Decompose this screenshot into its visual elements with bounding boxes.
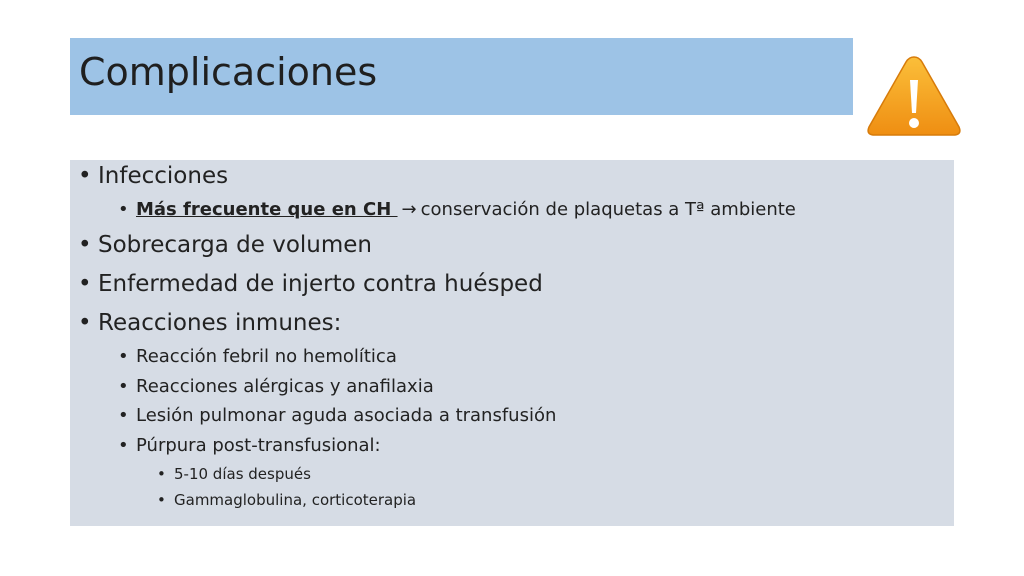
list-item [78, 271, 543, 297]
warning-triangle-icon [853, 35, 975, 143]
list-item [78, 310, 342, 336]
list-item-text: conservación de plaquetas a Tª ambiente [420, 199, 796, 220]
list-item [157, 491, 417, 509]
list-item-text: Infecciones [98, 163, 229, 189]
list-item-text: Gammaglobulina, corticoterapia [174, 491, 417, 509]
title-bar [70, 38, 853, 115]
list-item-strong-text: Más frecuente que en CH [136, 199, 398, 220]
list-item [118, 376, 434, 397]
list-item [157, 465, 311, 483]
list-item-text: Reacción febril no hemolítica [136, 346, 397, 367]
list-item-text: Púrpura post-transfusional: [136, 435, 381, 456]
bullet-icon: • [118, 435, 129, 456]
bullet-icon: • [118, 346, 129, 367]
list-item-text: Lesión pulmonar aguda asociada a transfusión [136, 405, 557, 426]
list-item [78, 232, 373, 258]
list-item-text: 5-10 días después [174, 465, 311, 483]
bullet-icon: • [157, 491, 166, 509]
list-item-text: Reacciones alérgicas y anafilaxia [136, 376, 434, 397]
list-item-text: Enfermedad de injerto contra huésped [98, 271, 543, 297]
bullet-icon: • [78, 271, 92, 297]
bullet-icon: • [118, 376, 129, 397]
list-item-text: Reacciones inmunes: [98, 310, 342, 336]
bullet-icon: • [118, 199, 129, 220]
list-item-text: Sobrecarga de volumen [98, 232, 373, 258]
list-item [78, 163, 229, 189]
slide-title: Complicaciones [79, 50, 378, 94]
list-item [118, 199, 796, 220]
content-box [70, 160, 954, 526]
arrow-right-icon: → [401, 199, 417, 220]
bullet-icon: • [78, 310, 92, 336]
list-item [118, 346, 397, 367]
bullet-icon: • [78, 163, 92, 189]
bullet-icon: • [157, 465, 166, 483]
list-item [118, 405, 557, 426]
bullet-icon: • [118, 405, 129, 426]
bullet-icon: • [78, 232, 92, 258]
list-item [118, 435, 381, 456]
